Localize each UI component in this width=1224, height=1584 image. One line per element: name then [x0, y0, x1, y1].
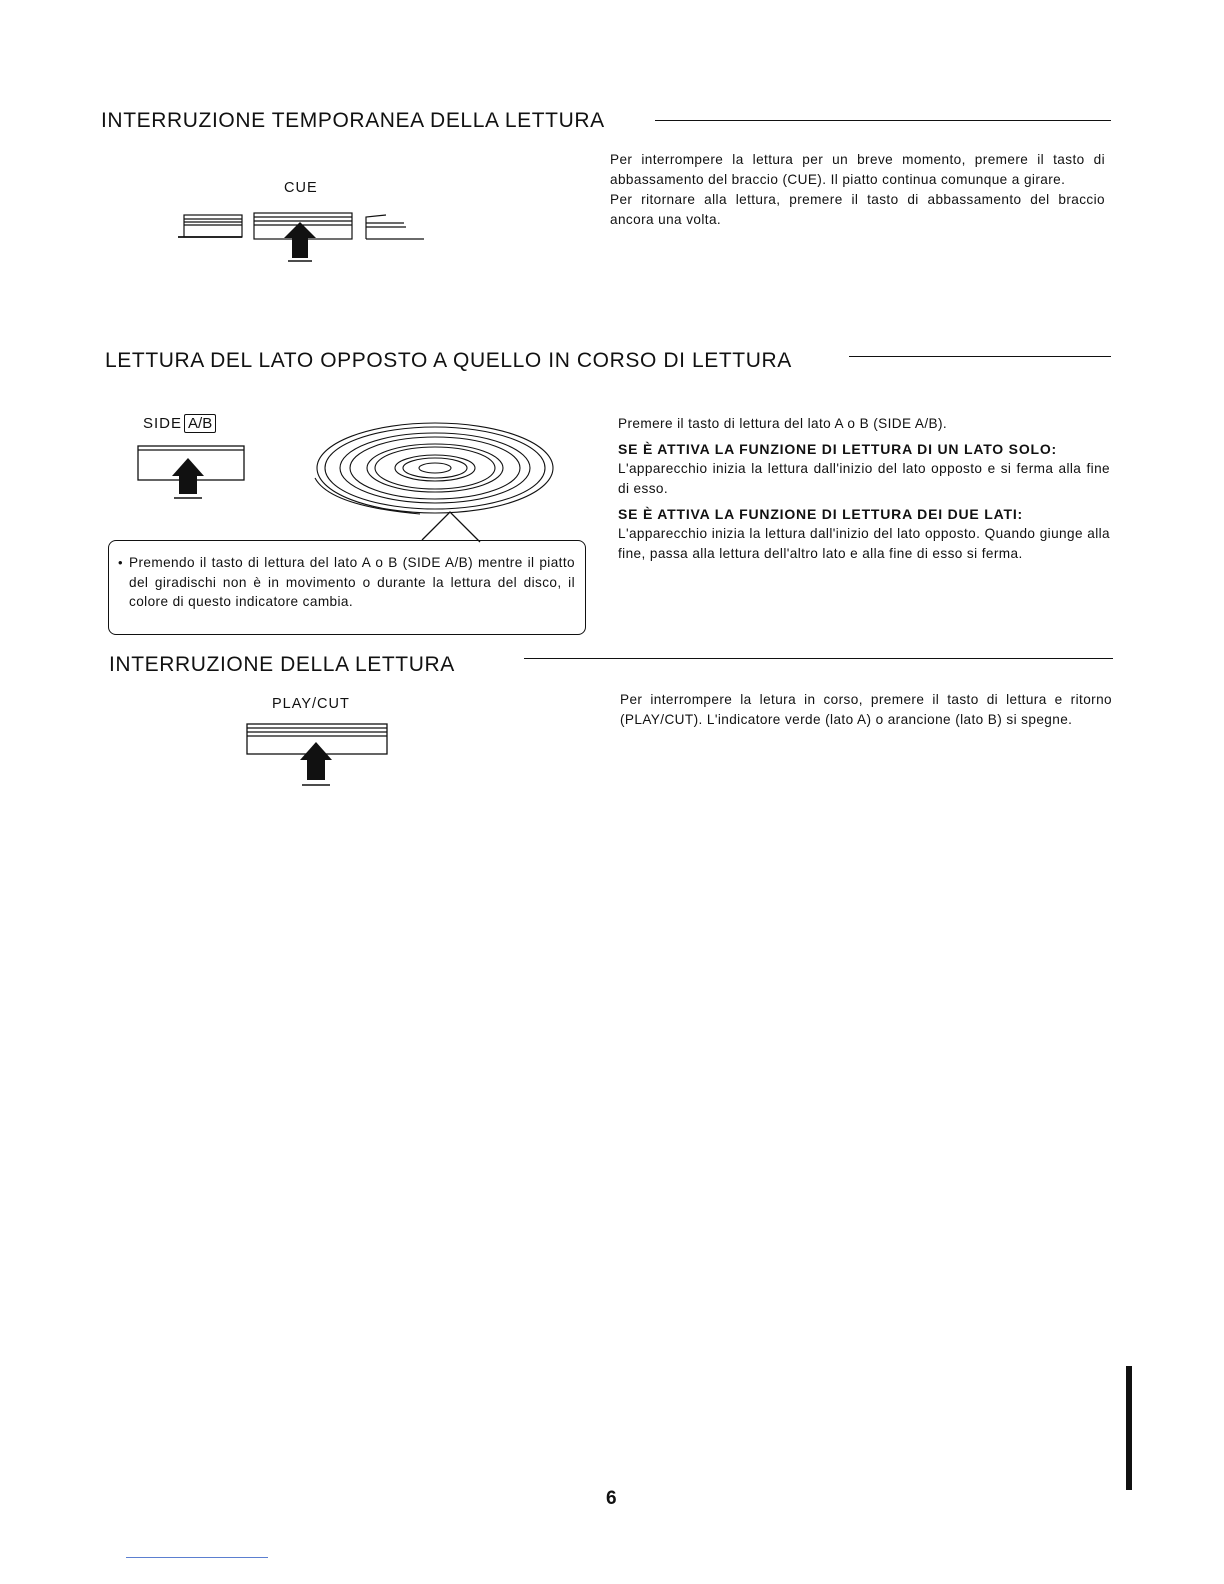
callout-pointer-icon	[422, 512, 480, 542]
side-button-illustration	[136, 440, 256, 502]
heading-rule	[524, 658, 1113, 659]
single-side-heading: SE È ATTIVA LA FUNZIONE DI LETTURA DI UN LATO SOLO:	[618, 441, 1058, 457]
stop-paragraph: Per interrompere la letura in corso, premere il tasto di lettura e ritorno (PLAY/CUT). L'indicatore verde (lato A) o arancione (lato B) si spegne.	[620, 692, 1112, 727]
play-cut-button-illustration	[244, 718, 394, 790]
side-key-badge: A/B	[184, 414, 216, 433]
side-indicator-note	[108, 540, 586, 635]
play-cut-button-label: PLAY/CUT	[272, 696, 350, 712]
section-heading-cue: INTERRUZIONE TEMPORANEA DELLA LETTURA	[101, 109, 605, 132]
record-disc-illustration	[300, 418, 570, 548]
section-heading-side: LETTURA DEL LATO OPPOSTO A QUELLO IN CORSO DI LETTURA	[105, 349, 792, 372]
both-sides-heading: SE È ATTIVA LA FUNZIONE DI LETTURA DEI DUE LATI:	[618, 506, 1023, 522]
cue-buttons-illustration	[176, 205, 436, 265]
note-text: Premendo il tasto di lettura del lato A o B (SIDE A/B) mentre il piatto del giradischi non è in movimento o durante la lettura del disco, il colore di questo indicatore cambia.	[129, 555, 575, 609]
side-description	[618, 414, 1110, 564]
side-label-prefix: SIDE	[143, 415, 183, 432]
stop-description	[620, 690, 1112, 730]
side-intro: Premere il tasto di lettura del lato A o B (SIDE A/B).	[618, 416, 948, 431]
heading-rule	[655, 120, 1111, 121]
left-button-icon	[178, 215, 242, 237]
note-bullet: •	[118, 555, 123, 570]
press-arrow-icon	[172, 458, 204, 498]
press-arrow-icon	[284, 222, 316, 261]
single-side-text: L'apparecchio inizia la lettura dall'inizio del lato opposto e si ferma alla fine di esso.	[618, 461, 1110, 496]
cue-paragraph-2: Per ritornare alla lettura, premere il tasto di abbassamento del braccio ancora una volta.	[610, 192, 1105, 227]
cue-description	[610, 150, 1105, 230]
footer-rule	[126, 1557, 268, 1558]
record-disc-icon	[315, 423, 553, 514]
cue-button-label: CUE	[284, 180, 318, 196]
side-button-label	[143, 414, 216, 433]
page-number: 6	[606, 1488, 617, 1509]
press-arrow-icon	[300, 742, 332, 785]
margin-change-bar	[1126, 1366, 1132, 1490]
right-button-icon	[366, 215, 424, 239]
section-heading-stop: INTERRUZIONE DELLA LETTURA	[109, 653, 455, 676]
heading-rule	[849, 356, 1111, 357]
cue-paragraph-1: Per interrompere la lettura per un breve momento, premere il tasto di abbassamento del braccio (CUE). Il piatto continua comunque a girare.	[610, 152, 1105, 187]
both-sides-text: L'apparecchio inizia la lettura dall'inizio del lato opposto. Quando giunge alla fine, passa alla lettura dell'altro lato e alla fine di esso si ferma.	[618, 526, 1110, 561]
